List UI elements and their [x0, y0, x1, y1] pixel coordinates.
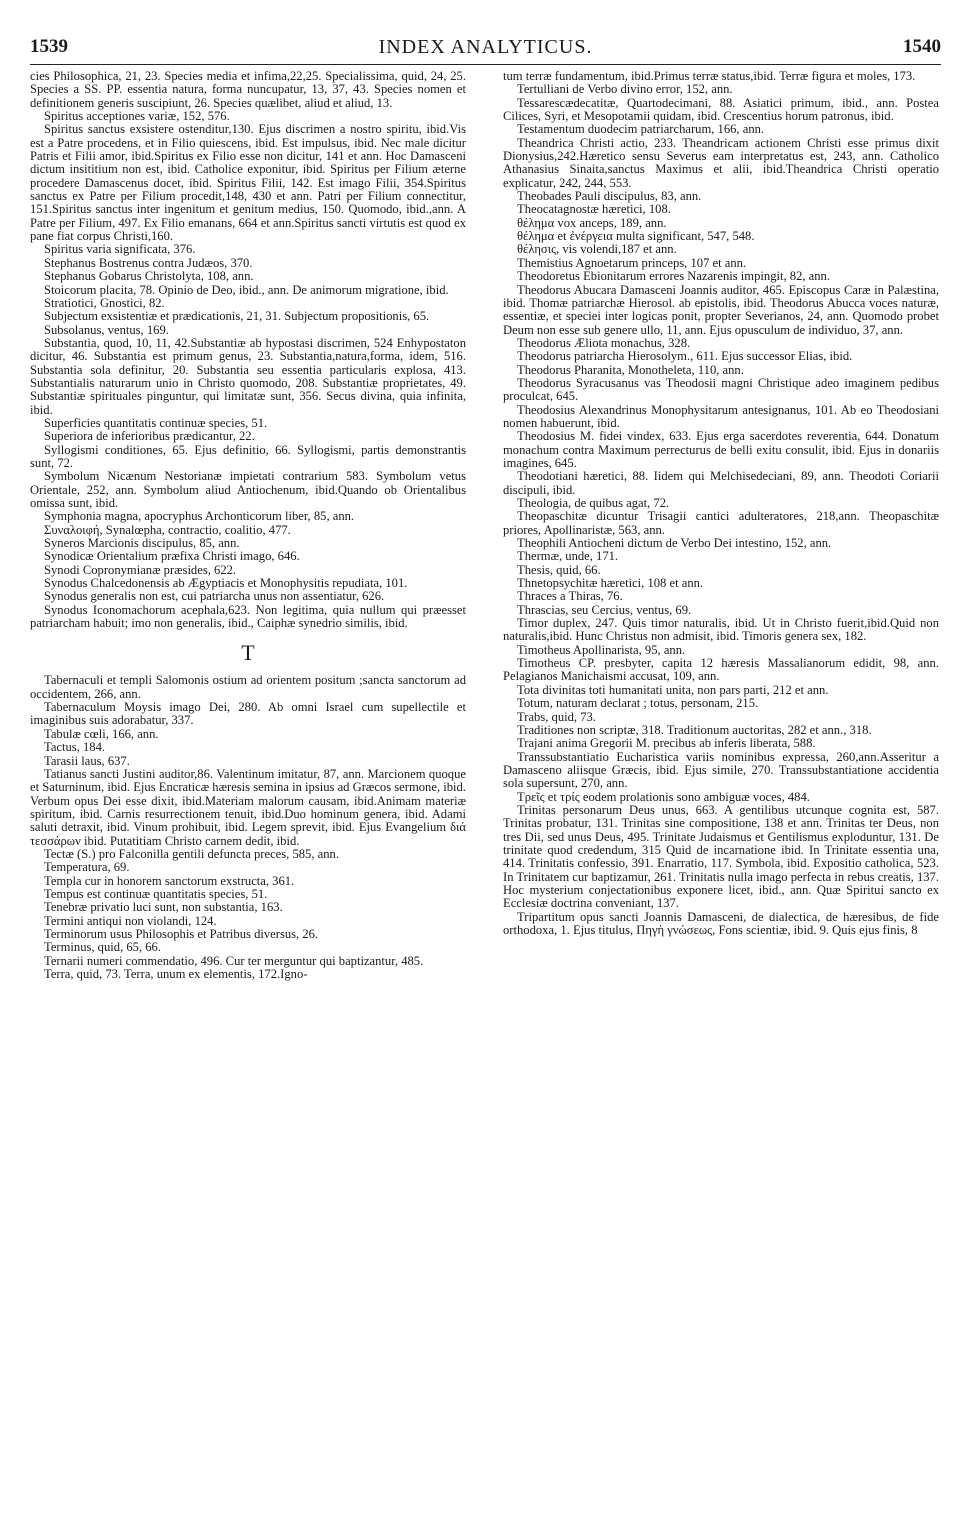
index-entry: Templa cur in honorem sanctorum exstructa, 361.	[44, 873, 295, 888]
index-entry: Tessarescædecatitæ, Quartodecimani, 88. Asiatici primum, ibid., ann. Postea Cilices, Syri, et Mesopotamii quidam, ibid. Crescentius horum patronus, ibid.	[503, 95, 939, 124]
index-entry: Theodorus Syracusanus vas Theodosii magni Christique adeo imaginem pedibus proculcat, 645.	[503, 375, 939, 404]
index-entry: Testamentum duodecim patriarcharum, 166, ann.	[517, 122, 765, 137]
index-entry: Themistius Agnoetarum princeps, 107 et ann.	[517, 255, 747, 270]
index-entry: Ternarii numeri commendatio, 496. Cur ter merguntur qui baptizantur, 485.	[44, 953, 424, 968]
index-entry: Thraces a Thiras, 76.	[517, 589, 623, 604]
index-entry: Thermæ, unde, 171.	[517, 549, 619, 564]
index-entry: Thesis, quid, 66.	[517, 562, 601, 577]
index-entry: Theobades Pauli discipulus, 83, ann.	[517, 189, 702, 204]
index-entry: Stephanus Gobarus Christolyta, 108, ann.	[44, 269, 254, 284]
index-entry: Syneros Marcionis discipulus, 85, ann.	[44, 536, 240, 551]
index-entry: θέλημα vox anceps, 189, ann.	[517, 215, 667, 230]
index-entry: Tatianus sancti Justini auditor,86. Valentinum imitatur, 87, ann. Marcionem quoque et Saturninum, ibid. Ejus Encraticæ hæresis semina in ipsius ad Græcos sermone, ibid. Verbum opus Dei esse dixit, ibid.Materiam malorum causam, ibid.Animam materiæ spiritum, ibid. Carnis resurrectionem tenuit, ibid.Duo hominum genera, ibid. Adami saluti detraxit, ibid. Vinum prohibuit, ibid. Legem sprevit, ibid. Ejus Evangelium διά τεσσάρων ibid. Putatitiam Christo carnem dedit, ibid.	[30, 766, 466, 848]
index-entry: Συναλοιφή, Synalœpha, contractio, coalitio, 477.	[44, 522, 291, 537]
index-entry: Stephanus Bostrenus contra Judæos, 370.	[44, 255, 253, 270]
index-entry: Theodosius Alexandrinus Monophysitarum antesignanus, 101. Ab eo Theodosiani nomen habuerunt, ibid.	[503, 402, 939, 430]
index-entry: cies Philosophica, 21, 23. Species media et infima,22,25. Specialissima, quid, 24, 25. Species a SS. PP. essentia natura, forma nuncupatur, 13, 37, 43. Species nomen et definitionem generis suscipiunt, 26. Species quælibet, aliud et aliud, 13.	[30, 69, 466, 110]
index-entry: Theodotiani hæretici, 88. Iidem qui Melchisedeciani, 89, ann. Theodoti Coriarii discipuli, ibid.	[503, 469, 939, 497]
index-entry: Tripartitum opus sancti Joannis Damasceni, de dialectica, de hæresibus, de fide orthodoxa, 1. Ejus titulus, Πηγὴ γνώσεως, Fons scientiæ, ibid. 9. Quis ejus finis, 8	[503, 909, 939, 937]
index-entry: Theopaschitæ dicuntur Trisagii cantici adulteratores, 218,ann. Theopaschitæ priores, Apollinaristæ, 563, ann.	[503, 509, 939, 537]
index-entry: Theodoretus Ebionitarum errores Nazarenis impingit, 82, ann.	[517, 269, 831, 284]
index-entry: Terra, quid, 73. Terra, unum ex elementis, 172.Igno-	[44, 967, 308, 981]
index-entry: Termini antiqui non violandi, 124.	[44, 913, 217, 928]
index-entry: Superficies quantitatis continuæ species, 51.	[44, 415, 268, 430]
section-letter: T	[241, 640, 255, 666]
page-number-left: 1539	[30, 36, 68, 57]
index-entry: Tempus est continuæ quantitatis species, 51.	[44, 886, 268, 901]
index-entry: Syllogismi conditiones, 65. Ejus definitio, 66. Syllogismi, partis demonstrantis sunt, 72.	[30, 442, 466, 470]
index-entry: Spiritus sanctus exsistere ostenditur,130. Ejus discrimen a nostro spiritu, ibid.Vis est a Patre procedens, et in Filio quiescens, ibid. Est impulsus, ibid. Nec male dicitur Patris et Filii amor, ibid.Spiritus ex Filio esse non dicitur, 141 et ann. Hoc Damasceni dictum insititium non est, ibid. Catholice exponitur, ibid. Spiritus per Filium æterne procedere Damascenus docet, ibid. Spiritus Filii, 142. Est imago Filii, 354.Spiritus sanctus ex Patre per Filium procedit,148, 430 et ann. Patri per Filium connectitur, 151.Spiritus sanctus inter ingenitum et genitum medius, 150. Quomodo, ibid.,ann. A Patre per Filium, 497. Ex Filio emanans, 664 et ann.Spiritus sancti virtutis est quod ex pane fiat corpus Christi,160.	[30, 122, 466, 244]
index-entry: Theodorus Pharanita, Monotheleta, 110, ann.	[517, 362, 744, 377]
index-entry: Thnetopsychitæ hæretici, 108 et ann.	[517, 576, 704, 591]
index-entry: Theocatagnostæ hæretici, 108.	[517, 202, 671, 217]
index-entry: Tenebræ privatio luci sunt, non substantia, 163.	[44, 900, 283, 915]
index-entry: Transsubstantiatio Eucharistica variis nominibus expressa, 260,ann.Asseritur a Damasceno aliisque Græcis, ibid. Ejus simile, 270. Transsubstantiatione accidentia sola supersunt, 270, ann.	[503, 749, 939, 791]
index-entry: Synodicæ Orientalium præfixa Christi imago, 646.	[44, 549, 300, 564]
index-entry: Terminus, quid, 65, 66.	[44, 940, 162, 955]
header-rule	[30, 64, 941, 65]
index-entry: Tabernaculi et templi Salomonis ostium ad orientem positum ;sancta sanctorum ad occidentem, 266, ann.	[30, 673, 466, 701]
index-entry: Totum, naturam declarat ; totus, personam, 215.	[517, 696, 759, 711]
index-entry: Τρεῖς et τρίς eodem prolationis sono ambiguæ voces, 484.	[517, 789, 810, 804]
index-entry: Timor duplex, 247. Quis timor naturalis, ibid. Ut in Christo fuerit,ibid.Quid non naturalis,ibid. Hunc Christus non admisit, ibid. Timoris genera sex, 182.	[503, 616, 939, 644]
index-entry: Tertulliani de Verbo divino error, 152, ann.	[517, 82, 733, 97]
page-header	[30, 36, 941, 60]
index-entry: Theodorus Æliota monachus, 328.	[517, 335, 691, 350]
index-entry: Synodus generalis non est, cui patriarcha unus non assentiatur, 626.	[44, 589, 385, 604]
index-entry: Temperatura, 69.	[44, 860, 130, 875]
index-entry: Theodorus patriarcha Hierosolym., 611. Ejus successor Elias, ibid.	[517, 349, 853, 364]
index-entry: Trinitas personarum Deus unus, 663. A gentilibus utcunque cognita est, 587. Trinitas probatur, 131. Trinitas sine compositione, 138 et ann. Trinitas ter Deus, non tres Dii, sed unus Deus, 495. Trinitate Judaismus et Gentilismus exploduntur, 131. De trinitate quod credendum, 315 Quid de incarnatione ibid. In Trinitate essentia una, 414. Trinitatis confessio, 391. Enarratio, 117. Symbola, ibid. Expositio catholica, 523. In Trinitatem cur baptizamur, 261. Trinitatis nulla imago perfecta in rebus creatis, 137. Hoc mysterium conjectationibus exponere licet, ibid., ann. Quæ Spiritui sancto ex Ecclesiæ doctrina conveniant, 137.	[503, 802, 939, 911]
index-entry: Tabulæ cœli, 166, ann.	[44, 726, 159, 741]
index-entry: tum terræ fundamentum, ibid.Primus terræ status,ibid. Terræ figura et moles, 173.	[503, 69, 916, 83]
index-entry: Superiora de inferioribus prædicantur, 22.	[44, 429, 255, 444]
index-entry: θέλημα et ἐνέργεια multa significant, 547, 548.	[517, 229, 755, 244]
index-entry: Subsolanus, ventus, 169.	[44, 322, 169, 337]
index-entry: Theandrica Christi actio, 233. Theandricam actionem Christi esse primus dixit Dionysius,242.Hæretico sensu Severus eam interpretatus est, 243, ann. Catholico Athanasius Sinaita,sanctus Maximus et alii, ibid.Theandrica Christi operatio explicatur, 242, 244, 553.	[503, 135, 939, 190]
index-entry: Spiritus varia significata, 376.	[44, 242, 196, 257]
index-entry: Tota divinitas toti humanitati unita, non pars parti, 212 et ann.	[517, 682, 829, 697]
left-column	[30, 70, 466, 981]
page-number-right: 1540	[903, 36, 941, 57]
index-entry: Spiritus acceptiones variæ, 152, 576.	[44, 109, 230, 124]
index-entry: Symbolum Nicænum Nestorianæ impietati contrarium 583. Symbolum vetus Orientale, 252, ann. Symbolum aliud Antiochenum, ibid.Quando ob Orientalibus omissa sunt, ibid.	[30, 469, 466, 510]
index-entry: Timotheus CP. presbyter, capita 12 hæresis Massalianorum edidit, 98, ann. Pelagianos Manichaismi accusat, 109, ann.	[503, 656, 939, 684]
index-entry: Tabernaculum Moysis imago Dei, 280. Ab omni Israel cum supellectile et imaginibus suis adorabatur, 337.	[30, 700, 466, 728]
index-entry: Stratiotici, Gnostici, 82.	[44, 295, 165, 310]
index-entry: Tarasii laus, 637.	[44, 753, 130, 768]
index-entry: Thrascias, seu Cercius, ventus, 69.	[517, 602, 692, 617]
index-entry: Trajani anima Gregorii M. precibus ab inferis liberata, 588.	[517, 736, 816, 751]
running-title: INDEX ANALYTICUS.	[378, 36, 593, 58]
index-entry: Traditiones non scriptæ, 318. Traditionum auctoritas, 282 et ann., 318.	[517, 722, 872, 737]
index-entry: Subjectum exsistentiæ et prædicationis, 21, 31. Subjectum propositionis, 65.	[44, 309, 430, 324]
index-entry: Substantia, quod, 10, 11, 42.Substantiæ ab hypostasi discrimen, 524 Enhypostaton dicitur, 46. Substantia est primum genus, 23. Substantia,natura,forma, idem, 516. Substantia sola definitur, 20. Substantia seu essentia particularis explosa, 413. Substantialis naturarum unio in Christo quomodo, 208. Substantiæ proprietates, 49. Substantiæ spirituales pinguntur, qui limitatæ sunt, 356. Secus divina, quia infinita, ibid.	[30, 335, 466, 417]
index-entry: Tactus, 184.	[44, 740, 106, 755]
index-entry: Terminorum usus Philosophis et Patribus diversus, 26.	[44, 926, 319, 941]
index-entry: Synodus Chalcedonensis ab Ægyptiacis et Monophysitis repudiata, 101.	[44, 576, 408, 591]
index-entry: Theophili Antiocheni dictum de Verbo Dei intestino, 152, ann.	[517, 536, 832, 551]
index-entry: Tectæ (S.) pro Falconilla gentili defuncta preces, 585, ann.	[44, 846, 339, 861]
index-entry: θέλησις, vis volendi,187 et ann.	[517, 242, 677, 257]
index-entry: Synodi Copronymianæ præsides, 622.	[44, 562, 237, 577]
index-entry: Theologia, de quibus agat, 72.	[517, 496, 670, 510]
index-entry: Timotheus Apollinarista, 95, ann.	[517, 642, 686, 657]
right-column	[503, 70, 939, 937]
index-entry: Symphonia magna, apocryphus Archonticorum liber, 85, ann.	[44, 509, 355, 524]
index-entry: Synodus Iconomachorum acephala,623. Non legitima, quia nullum qui præesset patriarcham habuit; imo non generalis, ibid., Caiphæ synedrio similis, ibid.	[30, 602, 466, 631]
index-entry: Theodosius M. fidei vindex, 633. Ejus erga sacerdotes reverentia, 644. Donatum monachum contra Maximum perrecturus de belli exitu consulit, ibid. Ejus in donariis imagines, 645.	[503, 429, 939, 470]
index-entry: Trabs, quid, 73.	[517, 709, 596, 724]
index-entry: Stoicorum placita, 78. Opinio de Deo, ibid., ann. De animorum migratione, ibid.	[44, 282, 449, 297]
index-entry: Theodorus Abucara Damasceni Joannis auditor, 465. Episcopus Caræ in Palæstina, ibid. Thomæ patriarchæ Hierosol. ab epistolis, ibid. Theodorus Abucca voces naturæ, essentiæ, et speciei inter logicas ponit, propter Severianos, 24, ann. Quomodo probet Deum non esse sub genere ullo, 11, ann. Ejus opusculum de individuo, 37, ann.	[503, 282, 939, 337]
